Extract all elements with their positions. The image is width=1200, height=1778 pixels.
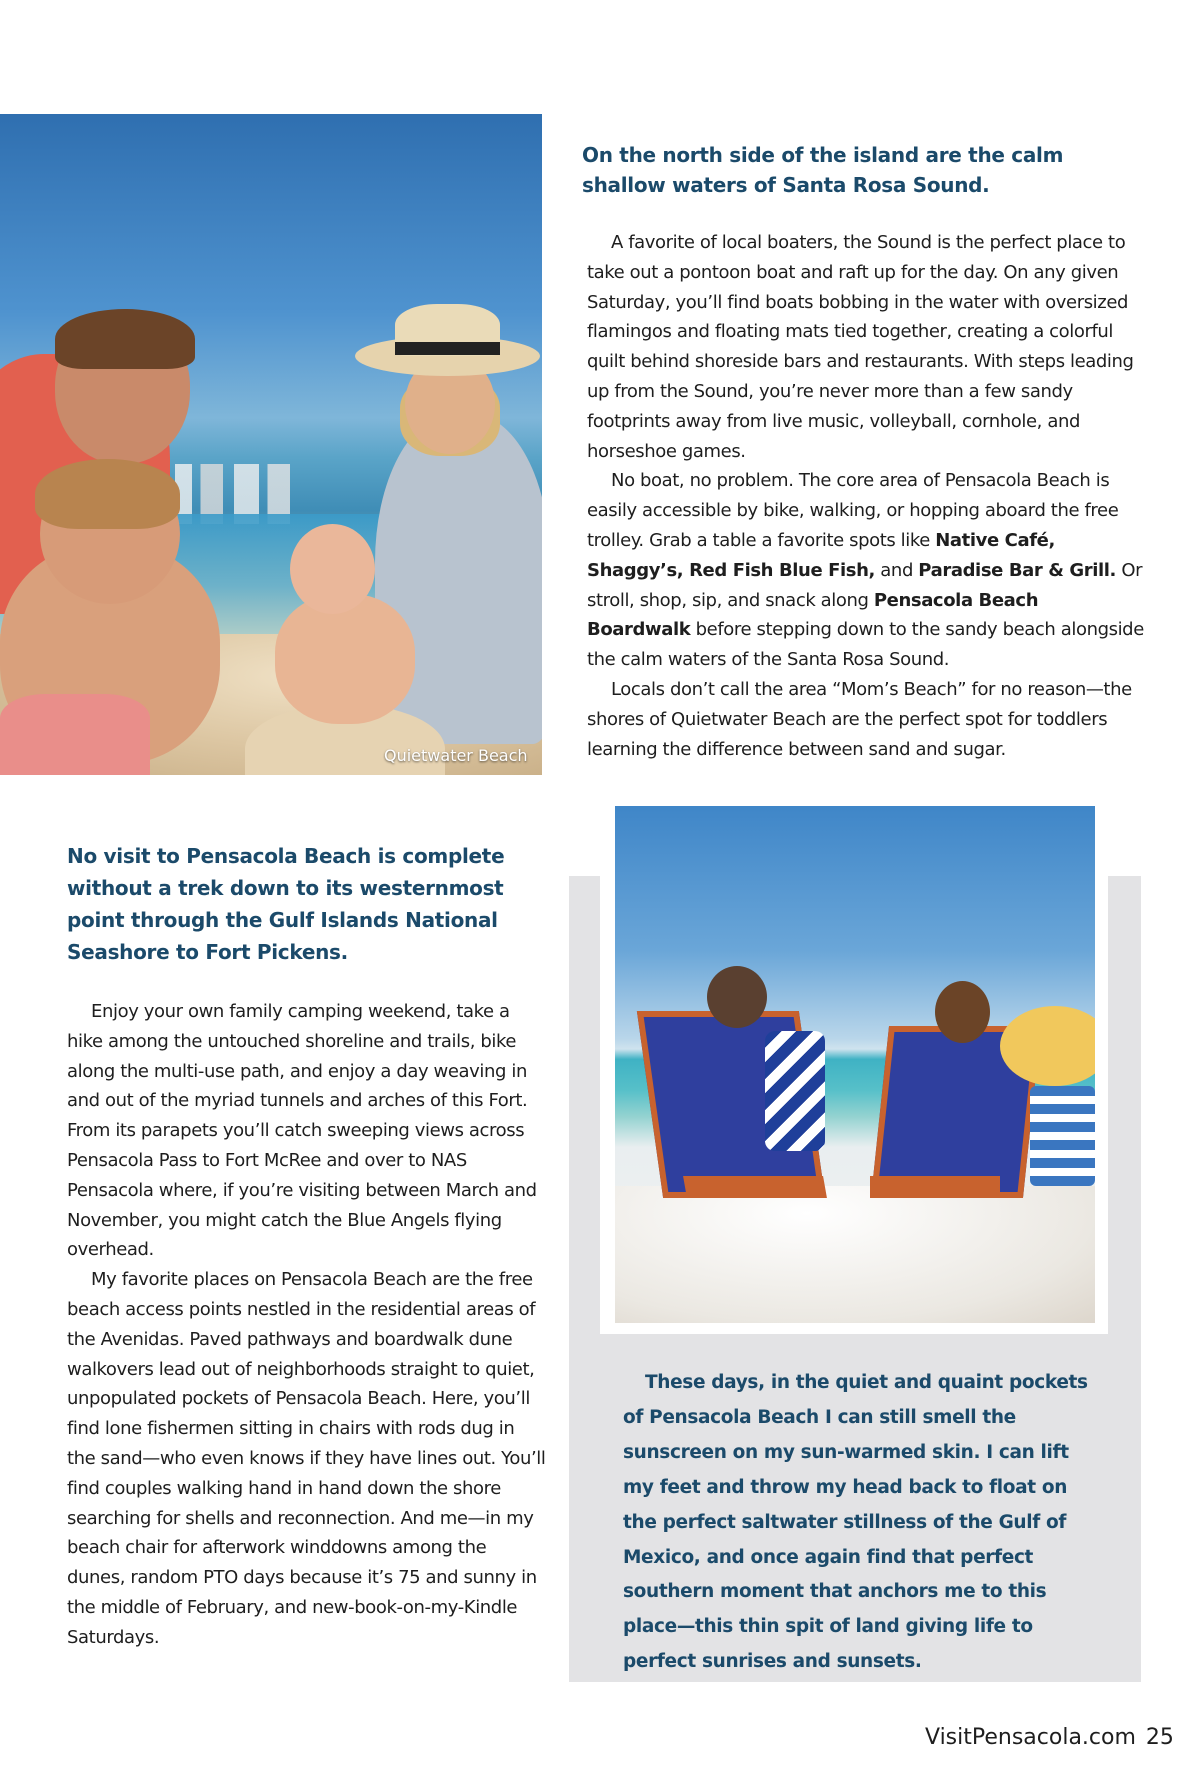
paragraph	[587, 466, 1147, 675]
text-run: Or stroll, shop, sip, and snack along	[587, 559, 1143, 611]
venue-names: Native Café, Shaggy’s, Red Fish Blue Fish,	[587, 529, 1055, 581]
baby-figure	[275, 594, 415, 724]
person-head	[707, 966, 767, 1028]
text-run: and	[874, 559, 919, 581]
boy-hair	[35, 459, 180, 529]
photo-couple-beach-chairs	[615, 806, 1095, 1323]
text-run: No boat, no problem. The core area of Pensacola Beach is easily accessible by bike, walking, or hopping aboard the free trolley. Grab a table a favorite spots like	[587, 470, 1119, 551]
venue-name: Pensacola Beach Boardwalk	[587, 589, 1039, 641]
article-column-left	[67, 997, 547, 1653]
pullquote	[623, 1366, 1103, 1680]
subhead-north-side: On the north side of the island are the calm shallow waters of Santa Rosa Sound.	[582, 143, 1064, 197]
chair-seat	[683, 1176, 827, 1198]
striped-towel	[765, 1031, 825, 1151]
page-footer	[925, 1725, 1174, 1750]
boy-shorts	[0, 694, 150, 775]
baby-head	[290, 524, 375, 614]
chair-seat	[870, 1176, 1000, 1198]
person-head	[935, 981, 990, 1043]
pullquote-text: These days, in the quiet and quaint pockets of Pensacola Beach I can still smell the sunscreen on my sun-warmed skin. I can lift my feet and throw my head back to float on the perfect saltwater stillness of the Gulf of Mexico, and once again find that perfect southern moment that anchors me to this place—this thin spit of land giving life to perfect sunrises and sunsets.	[623, 1372, 1088, 1673]
text-run: before stepping down to the sandy beach alongside the calm waters of the Santa Rosa Sound.	[587, 619, 1144, 671]
paragraph: A favorite of local boaters, the Sound is the perfect place to take out a pontoon boat and raft up for the day. On any given Saturday, you’ll find boats bobbing in the water with oversized flamingos and floating mats tied together, creating a colorful quilt behind shoreside bars and restaurants. With steps leading up from the Sound, you’re never more than a few sandy footprints away from live music, volleyball, cornhole, and horseshoe games.	[587, 232, 1134, 462]
striped-bag	[1030, 1086, 1095, 1186]
page-number: 25	[1145, 1725, 1174, 1750]
footer-site: VisitPensacola.com	[925, 1725, 1136, 1750]
article-column-right	[587, 228, 1147, 764]
photo-caption: Quietwater Beach	[384, 746, 528, 765]
paragraph: Enjoy your own family camping weekend, take a hike among the untouched shoreline and trails, bike along the multi-use path, and enjoy a day weaving in and out of the myriad tunnels and arches of this Fort. From its parapets you’ll catch sweeping views across Pensacola Pass to Fort McRee and over to NAS Pensacola where, if you’re visiting between March and November, you might catch the Blue Angels flying overhead.	[67, 1001, 537, 1261]
sand-shape	[615, 1186, 1095, 1323]
man-hair	[55, 309, 195, 369]
venue-name: Paradise Bar & Grill.	[918, 559, 1116, 581]
paragraph: Locals don’t call the area “Mom’s Beach” for no reason—the shores of Quietwater Beach are the perfect spot for toddlers learning the difference between sand and sugar.	[587, 678, 1132, 760]
subhead-westernmost-point: No visit to Pensacola Beach is complete without a trek down to its westernmost point through the Gulf Islands National Seashore to Fort Pickens.	[67, 844, 505, 964]
paragraph: My favorite places on Pensacola Beach are the free beach access points nestled in the residential areas of the Avenidas. Paved pathways and boardwalk dune walkovers lead out of neighborhoods straight to quiet, unpopulated pockets of Pensacola Beach. Here, you’ll find lone fishermen sitting in chairs with rods dug in the sand—who even knows if they have lines out. You’ll find couples walking hand in hand down the shore searching for shells and reconnection. And me—in my beach chair for afterwork winddowns among the dunes, random PTO days because it’s 75 and sunny in the middle of February, and new-book-on-my-Kindle Saturdays.	[67, 1269, 546, 1648]
hat-band	[395, 342, 500, 355]
photo-family-quietwater-beach	[0, 114, 542, 775]
